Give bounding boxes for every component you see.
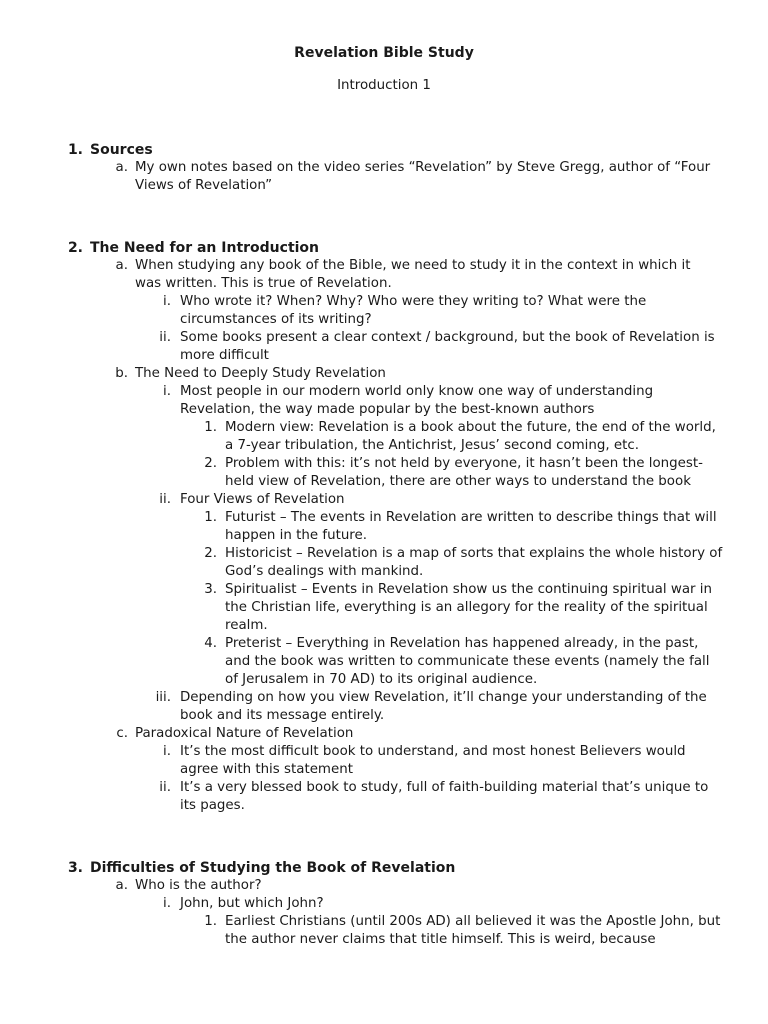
document-subtitle: Introduction 1 <box>337 78 431 93</box>
section-heading: Sources <box>90 142 153 158</box>
section-sources <box>0 141 768 159</box>
list-item-text: Problem with this: it’s not held by everyone, it hasn’t been the longest-held view of Revelation, there are other ways to understand the book <box>225 456 703 489</box>
outline <box>0 141 768 949</box>
list-marker: ii. <box>159 780 171 795</box>
list-item-text: It’s a very blessed book to study, full of faith-building material that’s unique to its pages. <box>180 780 709 813</box>
list-item-text: Who is the author? <box>135 878 262 893</box>
list-item <box>0 725 768 743</box>
list-marker: a. <box>115 878 128 893</box>
list-item <box>0 743 768 779</box>
list-marker: 3. <box>67 860 83 876</box>
list-item <box>0 877 768 895</box>
list-marker: 3. <box>204 582 217 597</box>
list-marker: c. <box>116 726 128 741</box>
list-item-text: Modern view: Revelation is a book about the future, the end of the world, a 7-year tribulation, the Antichrist, Jesus’ second coming, etc. <box>225 420 716 453</box>
list-marker: i. <box>163 744 171 759</box>
list-marker: 2. <box>204 546 217 561</box>
list-item-text: My own notes based on the video series “Revelation” by Steve Gregg, author of “Four Views of Revelation” <box>135 160 711 193</box>
section-need-for-introduction <box>0 239 768 257</box>
list-marker: iii. <box>155 690 171 705</box>
document-title: Revelation Bible Study <box>294 45 474 61</box>
list-marker: b. <box>115 366 128 381</box>
list-item <box>0 545 768 581</box>
list-item-text: When studying any book of the Bible, we need to study it in the context in which it was written. This is true of Revelation. <box>135 258 691 291</box>
list-item <box>0 491 768 509</box>
list-item-text: Who wrote it? When? Why? Who were they writing to? What were the circumstances of its writing? <box>180 294 647 327</box>
list-item <box>0 689 768 725</box>
list-item <box>0 635 768 689</box>
list-marker: ii. <box>159 492 171 507</box>
list-item-text: Preterist – Everything in Revelation has happened already, in the past, and the book was written to communicate these events (namely the fall of Jerusalem in 70 AD) to its original audience. <box>225 636 710 687</box>
list-item <box>0 293 768 329</box>
list-marker: ii. <box>159 330 171 345</box>
list-item-text: Paradoxical Nature of Revelation <box>135 726 354 741</box>
list-item <box>0 257 768 293</box>
list-item-text: It’s the most difficult book to understand, and most honest Believers would agree with this statement <box>180 744 686 777</box>
list-marker: 1. <box>204 914 217 929</box>
list-marker: 1. <box>204 420 217 435</box>
list-marker: i. <box>163 294 171 309</box>
list-item <box>0 509 768 545</box>
list-marker: 2. <box>204 456 217 471</box>
section-heading: Difficulties of Studying the Book of Revelation <box>90 860 456 876</box>
list-item <box>0 159 768 195</box>
list-item-text: Four Views of Revelation <box>180 492 345 507</box>
list-item <box>0 329 768 365</box>
list-item-text: John, but which John? <box>180 896 324 911</box>
list-item <box>0 913 768 949</box>
list-item <box>0 779 768 815</box>
list-item-text: Spiritualist – Events in Revelation show us the continuing spiritual war in the Christian life, everything is an allegory for the reality of the spiritual realm. <box>225 582 712 633</box>
list-marker: 1. <box>204 510 217 525</box>
list-marker: 2. <box>67 240 83 256</box>
list-marker: i. <box>163 384 171 399</box>
list-item <box>0 383 768 419</box>
list-marker: a. <box>115 258 128 273</box>
list-item-text: Some books present a clear context / background, but the book of Revelation is more difficult <box>180 330 715 363</box>
list-marker: 1. <box>67 142 83 158</box>
list-item-text: Futurist – The events in Revelation are written to describe things that will happen in the future. <box>225 510 717 543</box>
list-marker: i. <box>163 896 171 911</box>
list-item-text: Depending on how you view Revelation, it’ll change your understanding of the book and its message entirely. <box>180 690 707 723</box>
list-item-text: Most people in our modern world only know one way of understanding Revelation, the way made popular by the best-known authors <box>180 384 654 417</box>
list-marker: 4. <box>204 636 217 651</box>
list-marker: a. <box>115 160 128 175</box>
list-item-text: Earliest Christians (until 200s AD) all believed it was the Apostle John, but the author never claims that title himself. This is weird, because <box>225 914 721 947</box>
list-item-text: Historicist – Revelation is a map of sorts that explains the whole history of God’s dealings with mankind. <box>225 546 723 579</box>
list-item <box>0 581 768 635</box>
list-item <box>0 455 768 491</box>
section-heading: The Need for an Introduction <box>90 240 320 256</box>
list-item <box>0 895 768 913</box>
list-item <box>0 365 768 383</box>
list-item <box>0 419 768 455</box>
section-difficulties <box>0 859 768 877</box>
list-item-text: The Need to Deeply Study Revelation <box>135 366 386 381</box>
